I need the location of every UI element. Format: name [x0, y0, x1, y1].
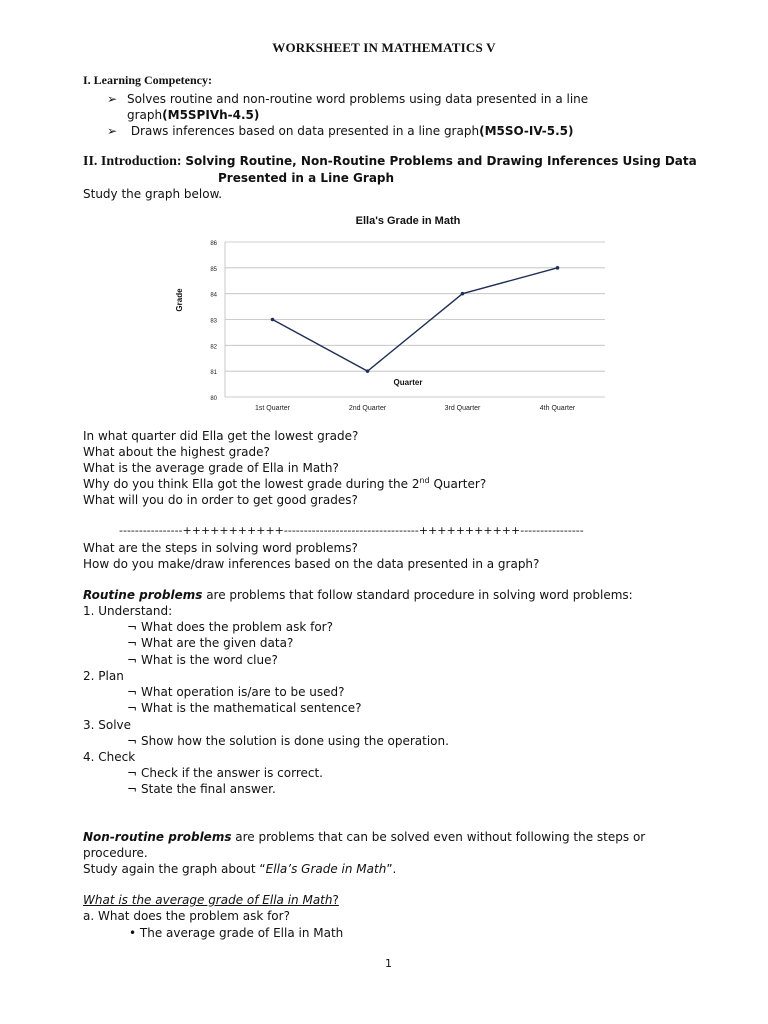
not-sign-icon: ¬: [127, 734, 138, 748]
chart-x-tick-label: 4th Quarter: [539, 405, 576, 412]
worksheet-title: WORKSHEET IN MATHEMATICS V: [272, 40, 496, 55]
chart-y-tick-label: 80: [210, 396, 217, 402]
step-check-b-text: State the final answer.: [141, 782, 276, 796]
step-plan-a: [127, 684, 345, 700]
step-understand-b-text: What are the given data?: [141, 636, 294, 650]
competency-1-text: Solves routine and non-routine word problems using data presented in a line: [127, 92, 589, 106]
chart-x-tick-label: 2nd Quarter: [348, 405, 387, 412]
study-again-graph-title: Ella’s Grade in Math: [265, 862, 387, 876]
chart-y-ticks: [210, 241, 217, 402]
question-5: What will you do in order to get good grades?: [83, 493, 358, 507]
step-plan-b-text: What is the mathematical sentence?: [141, 701, 362, 715]
competency-1-line1: [107, 91, 588, 107]
nonroutine-definition-2: procedure.: [83, 846, 148, 860]
competency-2-text: Draws inferences based on data presented in a line graph: [127, 124, 480, 138]
competency-2: [107, 123, 574, 139]
not-sign-icon: ¬: [127, 782, 138, 796]
steps-question-2: How do you make/draw inferences based on the data presented in a graph?: [83, 557, 540, 571]
study-again: [83, 861, 396, 877]
study-graph-instruction: Study the graph below.: [83, 187, 223, 201]
chart-y-axis-label: Grade: [175, 288, 184, 312]
line-chart: [170, 208, 630, 423]
chart-y-tick-label: 81: [210, 370, 217, 377]
step-solve-a: [127, 733, 449, 749]
chart-x-tick-label: 1st Quarter: [254, 405, 291, 412]
step-check: 4. Check: [83, 750, 136, 764]
step-plan-a-text: What operation is/are to be used?: [141, 685, 345, 699]
nonroutine-definition: [83, 829, 645, 845]
not-sign-icon: ¬: [127, 766, 138, 780]
nonroutine-def: are problems that can be solved even without following the steps or: [231, 830, 646, 844]
routine-definition: [83, 587, 633, 603]
question-2: What about the highest grade?: [83, 445, 270, 459]
step-understand-b: [127, 635, 293, 651]
part-a-question: a. What does the problem ask for?: [83, 909, 290, 923]
chart-x-tick-label: 3rd Quarter: [444, 405, 481, 412]
chart-x-axis-label: Quarter: [393, 378, 423, 387]
step-plan: 2. Plan: [83, 669, 124, 683]
step-understand-a: [127, 619, 333, 635]
competency-1-code: (M5SPIVh-4.5): [162, 108, 260, 122]
routine-term: Routine problems: [83, 588, 203, 602]
section2-heading-rest: Solving Routine, Non-Routine Problems and Drawing Inferences Using Data: [185, 154, 697, 168]
question-1: In what quarter did Ella get the lowest grade?: [83, 429, 359, 443]
step-understand-c: [127, 652, 278, 668]
competency-1-text-2: graph: [127, 108, 163, 122]
section2-heading-line2: Presented in a Line Graph: [218, 171, 395, 185]
step-understand-a-text: What does the problem ask for?: [141, 620, 333, 634]
step-solve-a-text: Show how the solution is done using the operation.: [141, 734, 449, 748]
chart-title: Ella's Grade in Math: [355, 215, 461, 227]
part-a-answer-text: The average grade of Ella in Math: [139, 926, 344, 940]
chart-point: [271, 318, 275, 322]
chart-y-tick-label: 82: [210, 344, 217, 351]
chart-point: [461, 292, 465, 296]
arrow-bullet-icon: ➢: [107, 124, 118, 138]
question-4: [83, 476, 486, 492]
bullet-icon: •: [129, 926, 137, 940]
nonroutine-term: Non-routine problems: [83, 830, 232, 844]
step-understand-c-text: What is the word clue?: [141, 653, 278, 667]
not-sign-icon: ¬: [127, 636, 138, 650]
average-question: [83, 892, 339, 908]
study-again-text: Study again the graph about “: [83, 862, 266, 876]
chart-y-tick-label: 83: [210, 318, 217, 325]
study-again-end: ”.: [386, 862, 397, 876]
question-4-text: Why do you think Ella got the lowest grade during the 2: [83, 477, 420, 491]
section2-heading: [83, 153, 697, 170]
not-sign-icon: ¬: [127, 620, 138, 634]
steps-question-1: What are the steps in solving word problems?: [83, 541, 358, 555]
step-check-a-text: Check if the answer is correct.: [141, 766, 323, 780]
chart-y-tick-label: 85: [210, 266, 217, 273]
competency-1-line2: [127, 107, 259, 123]
arrow-bullet-icon: ➢: [107, 92, 118, 106]
step-check-a: [127, 765, 323, 781]
not-sign-icon: ¬: [127, 685, 138, 699]
step-check-b: [127, 781, 276, 797]
step-solve: 3. Solve: [83, 718, 132, 732]
average-question-text: What is the average grade of Ella in Math: [83, 893, 333, 907]
average-question-mark: ?: [332, 893, 339, 907]
question-4-sup: nd: [419, 476, 430, 485]
chart-x-ticks: [255, 405, 576, 412]
section2-heading-label: II. Introduction:: [83, 154, 182, 169]
page-number: 1: [385, 957, 392, 970]
not-sign-icon: ¬: [127, 701, 138, 715]
chart-y-tick-label: 84: [210, 292, 217, 299]
question-3: What is the average grade of Ella in Math?: [83, 461, 339, 475]
chart-point: [556, 266, 560, 270]
divider-line: ----------------+++++++++++----------------------------------+++++++++++----------------: [119, 524, 584, 537]
chart-point: [366, 369, 370, 373]
question-4-text-end: Quarter?: [429, 477, 487, 491]
step-plan-b: [127, 700, 361, 716]
chart-y-tick-label: 86: [210, 241, 217, 247]
routine-def: are problems that follow standard procedure in solving word problems:: [202, 588, 633, 602]
not-sign-icon: ¬: [127, 653, 138, 667]
step-understand: 1. Understand:: [83, 604, 173, 618]
section1-heading: I. Learning Competency:: [83, 73, 212, 87]
part-a-answer: [129, 925, 343, 941]
chart-gridlines: [225, 242, 605, 397]
competency-2-code: (M5SO-IV-5.5): [479, 124, 574, 138]
